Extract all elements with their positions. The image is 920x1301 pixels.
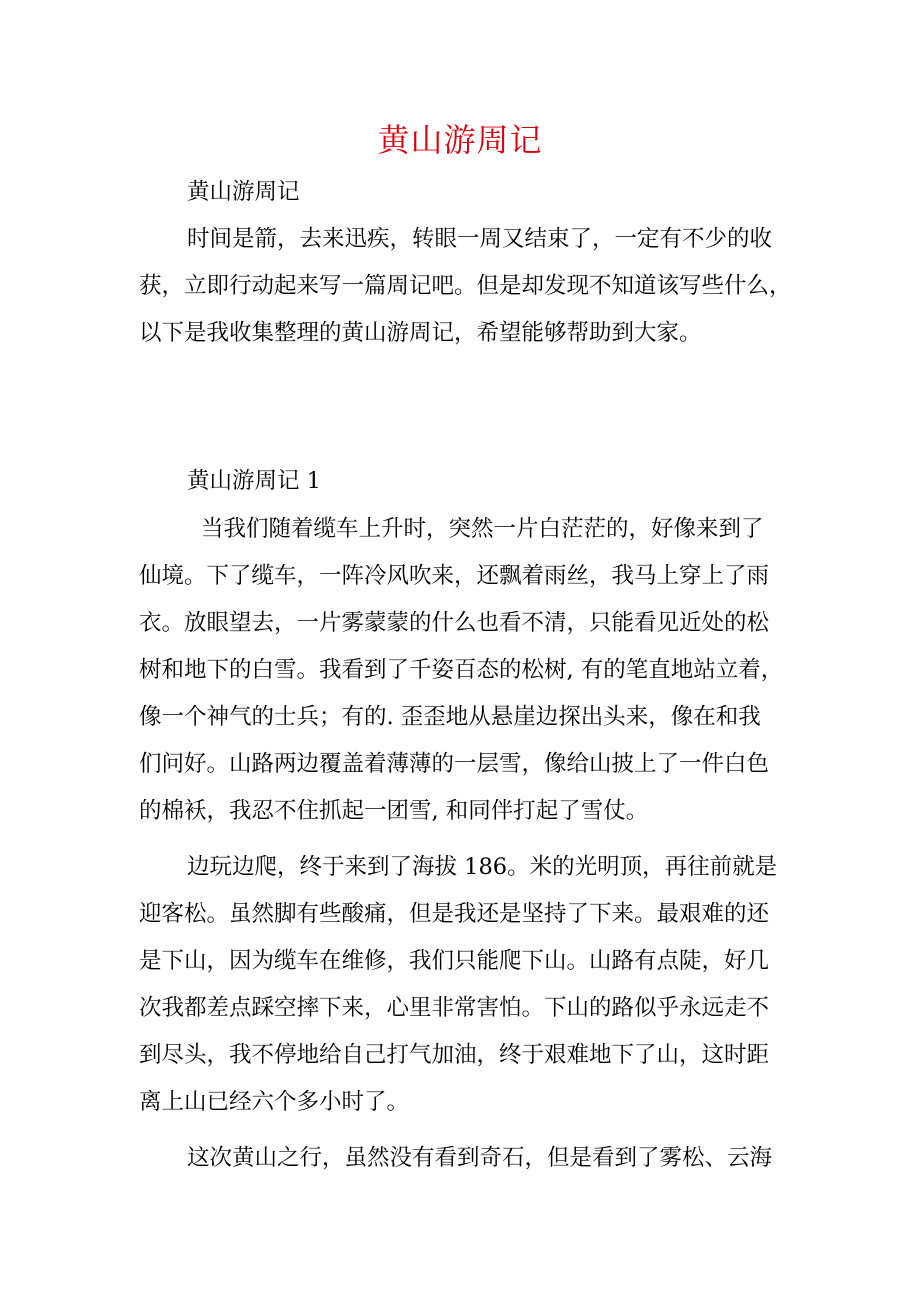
section1-paragraph-2 xyxy=(139,844,799,1126)
paragraph-line: 们问好。山路两边覆盖着薄薄的一层雪，像给山披上了一件白色 xyxy=(139,751,770,777)
intro-line: 获，立即行动起来写一篇周记吧。但是却发现不知道该写些什么， xyxy=(139,273,792,299)
paragraph-line: 树和地下的白雪。我看到了千姿百态的松树, 有的笔直地站立着， xyxy=(139,657,784,683)
document-title: 黄山游周记 xyxy=(377,121,543,159)
paragraph-line: 到尽头，我不停地给自己打气加油，终于艰难地下了山，这时距 xyxy=(139,1042,770,1068)
intro-heading: 黄山游周记 xyxy=(187,179,300,205)
intro-line: 以下是我收集整理的黄山游周记，希望能够帮助到大家。 xyxy=(139,320,702,346)
section1-heading: 黄山游周记 1 xyxy=(187,468,321,494)
paragraph-line: 离上山已经六个多小时了。 xyxy=(139,1089,410,1115)
paragraph-line: 当我们随着缆车上升时，突然一片白茫茫的，好像来到了 xyxy=(201,516,764,542)
paragraph-line: 是下山，因为缆车在维修，我们只能爬下山。山路有点陡，好几 xyxy=(139,948,770,974)
paragraph-line: 的棉袄，我忍不住抓起一团雪, 和同伴打起了雪仗。 xyxy=(139,798,649,824)
paragraph-line: 迎客松。虽然脚有些酸痛，但是我还是坚持了下来。最艰难的还 xyxy=(139,901,770,927)
section1-paragraph-3 xyxy=(139,1135,799,1182)
paragraph-line: 衣。放眼望去，一片雾蒙蒙的什么也看不清，只能看见近处的松 xyxy=(139,610,770,636)
paragraph-line: 边玩边爬，终于来到了海拔 186。米的光明顶，再往前就是 xyxy=(187,854,778,880)
paragraph-line: 次我都差点踩空摔下来，心里非常害怕。下山的路似乎永远走不 xyxy=(139,995,770,1021)
intro-line: 时间是箭，去来迅疾，转眼一周又结束了，一定有不少的收 xyxy=(187,226,773,252)
section1-paragraph-1 xyxy=(139,506,799,835)
paragraph-line: 这次黄山之行，虽然没有看到奇石，但是看到了雾松、云海 xyxy=(187,1145,773,1171)
paragraph-line: 像一个神气的士兵；有的. 歪歪地从悬崖边探出头来，像在和我 xyxy=(139,704,761,730)
intro-paragraph xyxy=(139,216,799,357)
paragraph-line: 仙境。下了缆车，一阵冷风吹来，还飘着雨丝，我马上穿上了雨 xyxy=(139,563,770,589)
